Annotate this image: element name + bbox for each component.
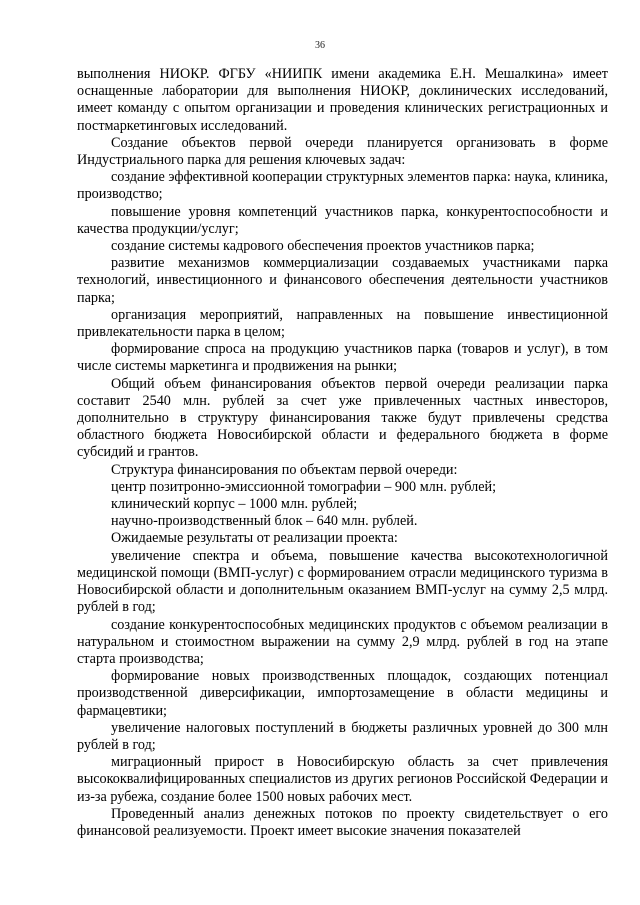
list-item-task-competence: повышение уровня компетенций участников парка, конкурентоспособности и качества продукции/услуг; <box>77 203 608 237</box>
list-item-task-demand: формирование спроса на продукцию участников парка (товаров и услуг), в том числе системы маркетинга и продвижения на рынки; <box>77 341 608 375</box>
list-item-task-personnel: создание системы кадрового обеспечения проектов участников парка; <box>111 238 535 255</box>
paragraph-financing-structure: Структура финансирования по объектам первой очереди: <box>111 461 458 478</box>
paragraph-total-financing: Общий объем финансирования объектов первой очереди реализации парка составит 2540 млн. рублей за счет уже привлеченных частных инвесторов, дополнительно в структуру финансирования также будут привлечены средства областного бюджета Новосибирской области и федерального бюджета в форме субсидий и грантов. <box>77 375 608 461</box>
paragraph-continuation-lab-capabilities: выполнения НИОКР. ФГБУ «НИИПК имени академика Е.Н. Мешалкина» имеет оснащенные лаборатории для выполнения НИОКР, доклинических исследований, имеет команду с опытом организации и проведения клинических регистрационных и постмаркетинговых исследований. <box>77 66 608 134</box>
list-item-result-high-tech-care: увеличение спектра и объема, повышение качества высокотехнологичной медицинской помощи (ВМП-услуг) с формированием отрасли медицинского туризма в Новосибирской области и дополнительным оказанием ВМП-услуг на сумму 2,5 млрд. рублей в год; <box>77 547 608 616</box>
list-item-clinical-building: клинический корпус – 1000 млн. рублей; <box>111 496 358 513</box>
list-item-result-tax-revenue: увеличение налоговых поступлений в бюджеты различных уровней до 300 млн рублей в год; <box>77 719 608 753</box>
list-item-task-cooperation: создание эффективной кооперации структурных элементов парка: наука, клиника, производство; <box>77 169 608 203</box>
page-number: 36 <box>315 40 325 51</box>
paragraph-expected-results: Ожидаемые результаты от реализации проекта: <box>111 530 398 547</box>
paragraph-first-stage-industrial-park: Создание объектов первой очереди планируется организовать в форме Индустриального парка для решения ключевых задач: <box>77 134 608 169</box>
list-item-task-investment-events: организация мероприятий, направленных на повышение инвестиционной привлекательности парка в целом; <box>77 306 608 341</box>
list-item-pet-center: центр позитронно-эмиссионной томографии – 900 млн. рублей; <box>111 478 497 495</box>
list-item-task-commercialization: развитие механизмов коммерциализации создаваемых участниками парка технологий, инвестиционного и финансового обеспечения деятельности участников парка; <box>77 255 608 306</box>
list-item-result-medical-products: создание конкурентоспособных медицинских продуктов с объемом реализации в натуральном и стоимостном выражении на сумму 2,9 млрд. рублей в год на этапе старта производства; <box>77 616 608 667</box>
list-item-result-production-sites: формирование новых производственных площадок, создающих потенциал производственной диверсификации, импортозамещение в области медицины и фармацевтики; <box>77 668 608 719</box>
list-item-research-production-block: научно-производственный блок – 640 млн. рублей. <box>111 513 418 530</box>
list-item-result-migration: миграционный прирост в Новосибирскую область за счет привлечения высококвалифицированных специалистов из других регионов Российской Федерации и из-за рубежа, создание более 1500 новых рабочих мест. <box>77 754 608 805</box>
paragraph-cash-flow-analysis: Проведенный анализ денежных потоков по проекту свидетельствует о его финансовой реализуемости. Проект имеет высокие значения показателей <box>77 805 608 839</box>
document-body <box>77 66 608 840</box>
